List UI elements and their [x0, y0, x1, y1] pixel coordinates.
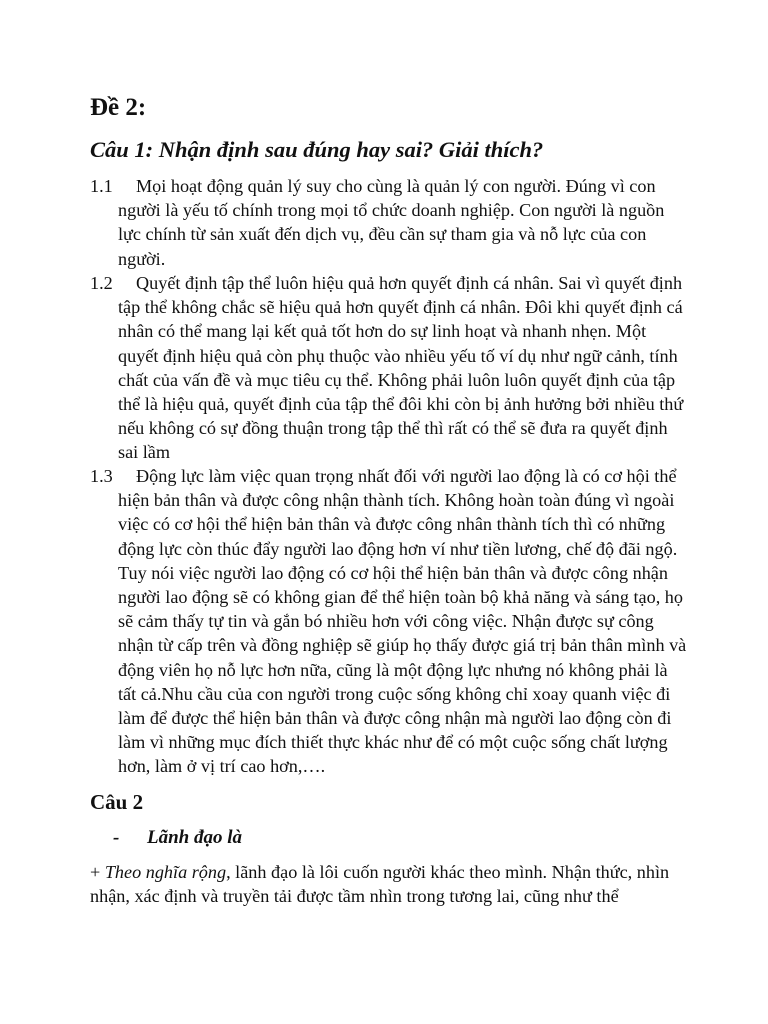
item-text: Quyết định tập thể luôn hiệu quả hơn quyết định cá nhân. Sai vì quyết định tập thể không chắc sẽ hiệu quả hơn quyết định cá nhân. Đôi khi quyết định cá nhân có thể mang lại kết quả tốt hơn do sự linh hoạt và nhanh nhẹn. Một quyết định hiệu quả còn phụ thuộc vào nhiều yếu tố ví dụ như ngữ cảnh, tính chất của vấn đề và mục tiêu cụ thể. Không phải luôn luôn quyết định của tập thể là hiệu quả, quyết định của tập thể đôi khi còn bị ảnh hưởng bởi nhiều thứ nếu không có sự đồng thuận trong tập thể thì rất có thể sẽ đưa ra quyết định sai lầm	[118, 273, 684, 463]
answer-item	[90, 464, 690, 779]
item-number: 1.3	[90, 466, 113, 486]
item-text: Mọi hoạt động quản lý suy cho cùng là quản lý con người. Đúng vì con người là yếu tố chính trong mọi tổ chức doanh nghiệp. Con người là nguồn lực chính từ sản xuất đến dịch vụ, đều cần sự tham gia và nỗ lực của con người.	[118, 176, 665, 269]
question-2-title: Câu 2	[90, 790, 144, 814]
answer-item	[90, 174, 690, 271]
subheading-text: Lãnh đạo là	[147, 827, 243, 848]
item-number: 1.1	[90, 176, 113, 196]
exam-heading: Đề 2:	[90, 94, 147, 121]
subheading	[113, 824, 242, 852]
list-dash: -	[113, 827, 120, 848]
paragraph	[90, 860, 690, 908]
paragraph-italic: Theo nghĩa rộng	[104, 862, 227, 882]
answer-item	[90, 271, 690, 465]
item-number: 1.2	[90, 273, 113, 293]
item-text: Động lực làm việc quan trọng nhất đối với người lao động là có cơ hội thể hiện bản thân và được công nhận thành tích. Không hoàn toàn đúng vì ngoài việc có cơ hội thể hiện bản thân và được công nhân thành tích thì có những động lực còn thúc đẩy người lao động hơn ví như tiền lương, chế độ đãi ngộ. Tuy nói việc người lao động có cơ hội thể hiện bản thân và được công nhận người lao động sẽ có không gian để thể hiện toàn bộ khả năng và sáng tạo, họ sẽ cảm thấy tự tin và gắn bó nhiều hơn với công việc. Nhận được sự công nhận từ cấp trên và đồng nghiệp sẽ giúp họ thấy được giá trị bản thân mình và động viên họ nỗ lực hơn nữa, cũng là một động lực nhưng nó không phải là tất cả.Nhu cầu của con người trong cuộc sống không chỉ xoay quanh việc đi làm để được thể hiện bản thân và được công nhận mà người lao động còn đi làm vì những mục đích thiết thực khác như để có một cuộc sống chất lượng hơn, làm ở vị trí cao hơn,….	[118, 466, 687, 777]
paragraph-text: , lãnh đạo là lôi cuốn người khác theo mình. Nhận thức, nhìn nhận, xác định và truyền tải được tầm nhìn trong tương lai, cũng như thể	[90, 862, 670, 907]
paragraph-prefix: +	[90, 862, 105, 882]
question-1-title: Câu 1: Nhận định sau đúng hay sai? Giải thích?	[90, 137, 544, 162]
